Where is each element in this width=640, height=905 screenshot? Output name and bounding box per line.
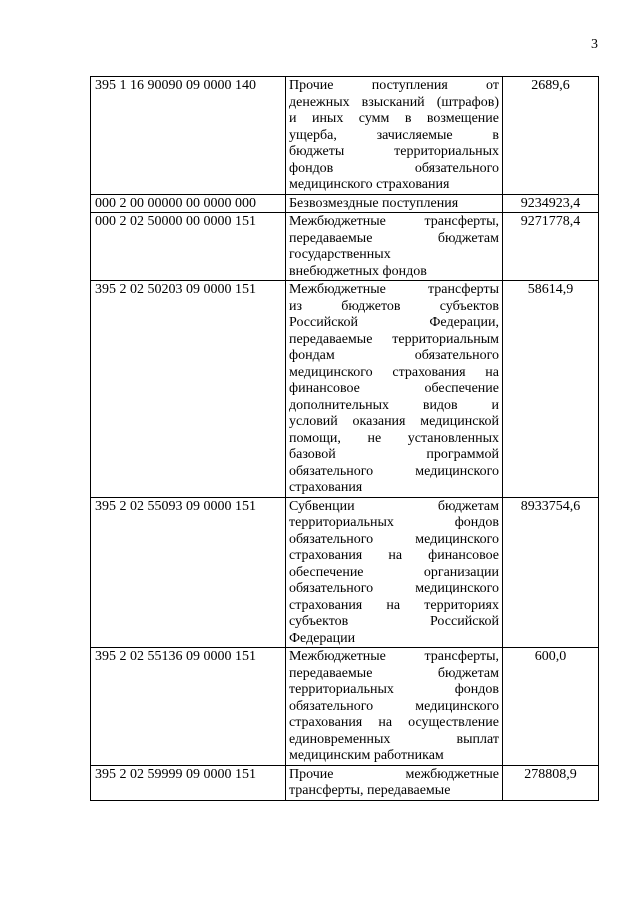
table-row <box>91 497 599 648</box>
revenue-name-line: бюджеты территориальных <box>289 144 499 159</box>
revenue-name-cell <box>286 765 503 800</box>
revenue-code-cell: 395 1 16 90090 09 0000 140 <box>91 77 286 195</box>
revenue-code-cell: 000 2 02 50000 00 0000 151 <box>91 213 286 281</box>
revenue-code-cell: 000 2 00 00000 00 0000 000 <box>91 194 286 213</box>
table-row <box>91 648 599 766</box>
table-row <box>91 77 599 195</box>
revenue-name-line: дополнительных видов и <box>289 397 499 413</box>
revenue-code-cell: 395 2 02 55093 09 0000 151 <box>91 497 286 648</box>
amount-cell: 9271778,4 <box>503 213 599 281</box>
revenue-name-line: Межбюджетные трансферты <box>289 282 499 297</box>
amount-cell: 9234923,4 <box>503 194 599 213</box>
revenue-name-line: условий оказания медицинской <box>289 414 499 429</box>
revenue-name-line: медицинского страхования <box>289 177 450 192</box>
revenue-name-line: страхования на территориях <box>289 597 499 613</box>
revenue-name-line: обязательного медицинского <box>289 531 499 547</box>
revenue-name-line: обязательного медицинского <box>289 581 499 596</box>
revenue-name-line: передаваемые территориальным <box>289 331 499 347</box>
revenue-name-line: обеспечение организации <box>289 564 499 580</box>
revenue-name-line: обязательного медицинского <box>289 698 499 714</box>
revenue-name-line: единовременных выплат <box>289 731 499 747</box>
revenue-name-line: страхования на финансовое <box>289 548 499 563</box>
revenue-name-line: обязательного медицинского <box>289 463 499 479</box>
revenue-name-line: и иных сумм в возмещение <box>289 111 499 126</box>
revenue-name-line: фондам обязательного <box>289 348 499 363</box>
table-row <box>91 281 599 498</box>
budget-revenue-table <box>90 76 599 801</box>
revenue-name-cell <box>286 194 503 213</box>
revenue-name-line: фондов обязательного <box>289 160 499 176</box>
revenue-name-line: территориальных фондов <box>289 515 499 530</box>
revenue-name-line: передаваемые бюджетам <box>289 665 499 681</box>
revenue-name-line: помощи, не установленных <box>289 430 499 446</box>
revenue-name-line: субъектов Российской <box>289 614 499 629</box>
revenue-name-cell <box>286 213 503 281</box>
revenue-code-cell: 395 2 02 50203 09 0000 151 <box>91 281 286 498</box>
revenue-name-line: страхования <box>289 480 363 495</box>
revenue-code-cell: 395 2 02 55136 09 0000 151 <box>91 648 286 766</box>
revenue-name-line: финансовое обеспечение <box>289 381 499 396</box>
revenue-name-line: Межбюджетные трансферты, <box>289 214 499 229</box>
revenue-name-line: Прочие межбюджетные <box>289 766 499 782</box>
revenue-name-line: трансферты, передаваемые <box>289 783 451 798</box>
amount-cell: 600,0 <box>503 648 599 766</box>
revenue-name-line: внебюджетных фондов <box>289 263 427 279</box>
revenue-name-line: Субвенции бюджетам <box>289 498 499 514</box>
revenue-name-cell <box>286 281 503 498</box>
revenue-name-line: страхования на осуществление <box>289 715 499 730</box>
table-row <box>91 194 599 213</box>
revenue-name-line: Российской Федерации, <box>289 315 499 330</box>
revenue-name-cell <box>286 77 503 195</box>
revenue-name-line: территориальных фондов <box>289 682 499 697</box>
amount-cell: 2689,6 <box>503 77 599 195</box>
revenue-name-line: из бюджетов субъектов <box>289 298 499 314</box>
revenue-name-line: денежных взысканий (штрафов) <box>289 94 499 110</box>
revenue-name-line: медицинским работникам <box>289 748 444 763</box>
amount-cell: 278808,9 <box>503 765 599 800</box>
revenue-name-line: государственных <box>289 247 391 262</box>
revenue-name-line: ущерба, зачисляемые в <box>289 127 499 143</box>
revenue-code-cell: 395 2 02 59999 09 0000 151 <box>91 765 286 800</box>
amount-cell: 8933754,6 <box>503 497 599 648</box>
revenue-name-line: базовой программой <box>289 447 499 462</box>
table-body <box>91 77 599 801</box>
revenue-name-line: Безвозмездные поступления <box>289 195 459 211</box>
revenue-name-line: Межбюджетные трансферты, <box>289 649 499 664</box>
amount-cell: 58614,9 <box>503 281 599 498</box>
revenue-name-line: Прочие поступления от <box>289 78 499 93</box>
revenue-name-line: Федерации <box>289 630 356 646</box>
revenue-name-line: передаваемые бюджетам <box>289 230 499 246</box>
page-number: 3 <box>591 37 598 52</box>
revenue-name-line: медицинского страхования на <box>289 364 499 380</box>
table-row <box>91 213 599 281</box>
revenue-name-cell <box>286 497 503 648</box>
revenue-name-cell <box>286 648 503 766</box>
table-row <box>91 765 599 800</box>
